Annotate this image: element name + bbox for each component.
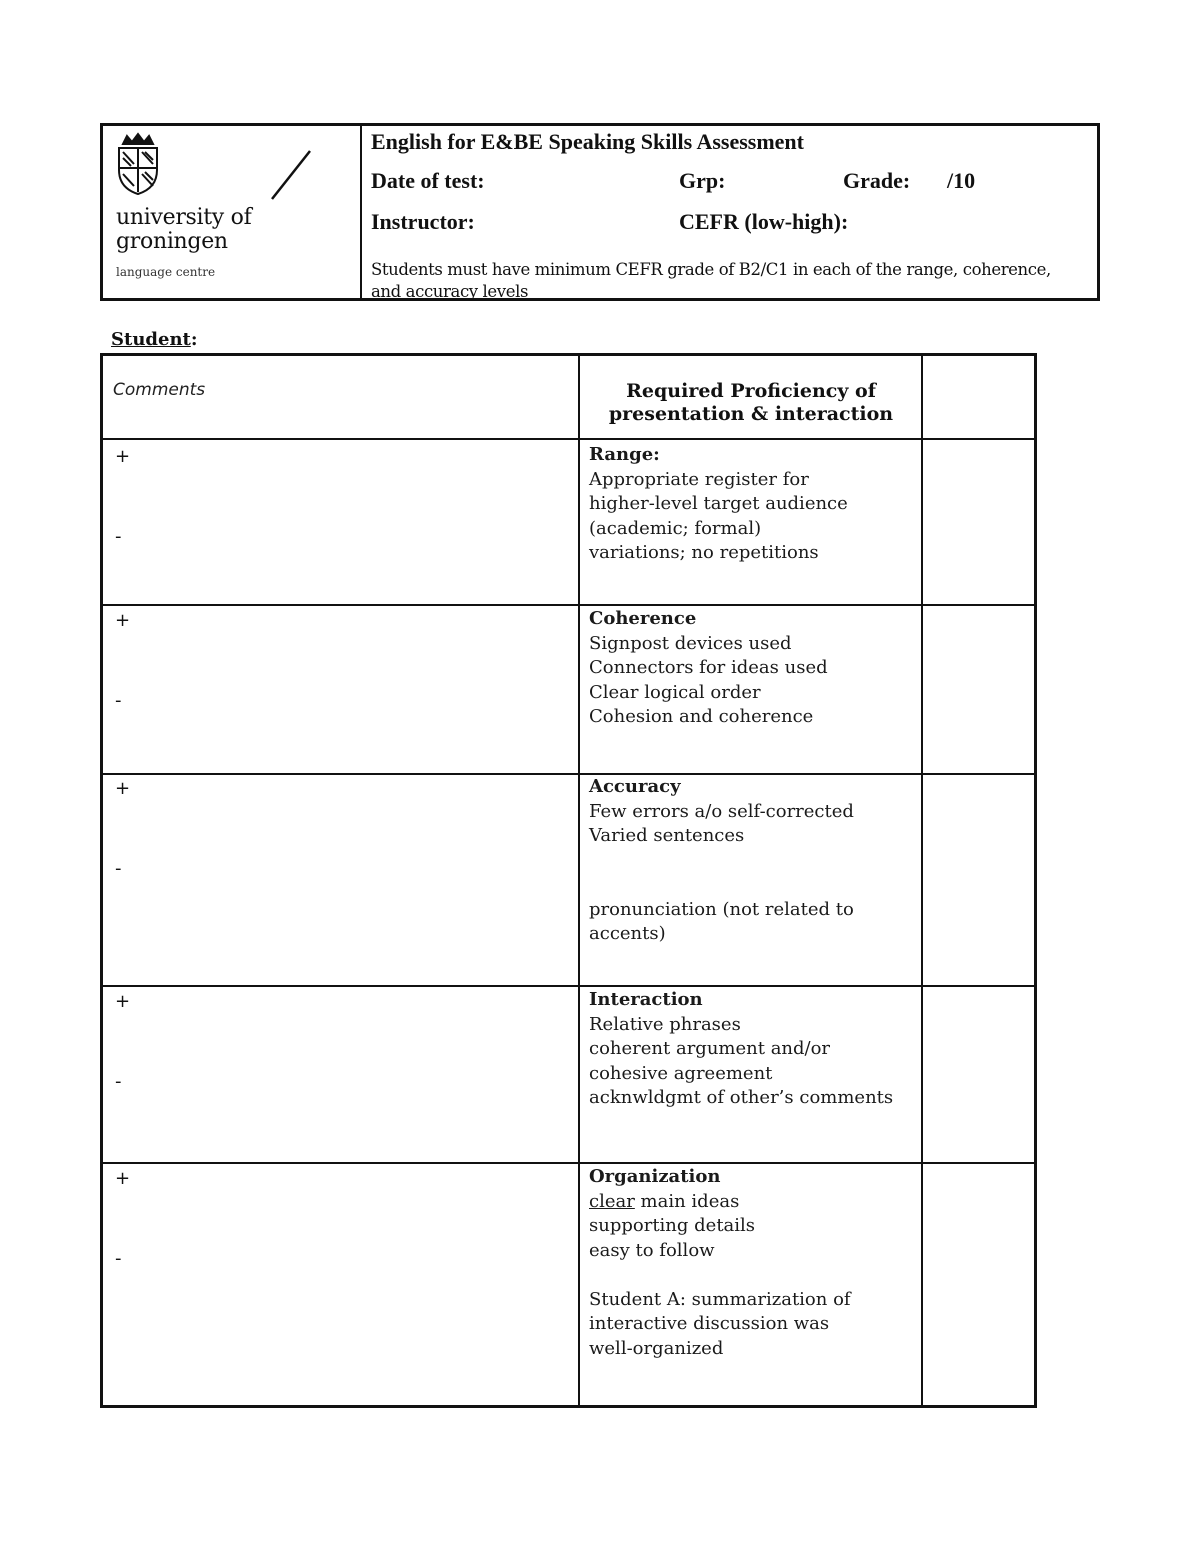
grade-value: /10: [947, 168, 976, 193]
criteria-line: Varied sentences: [589, 825, 745, 846]
rubric-row-line: [103, 1162, 1034, 1164]
spacer: [589, 849, 919, 874]
criteria-line: Student A: summarization of: [589, 1288, 851, 1310]
header-table: [100, 123, 1100, 301]
criteria-line: [589, 1190, 919, 1215]
minus-mark: -: [115, 1248, 122, 1269]
minus-mark: -: [115, 858, 122, 879]
criteria-title: Coherence: [589, 608, 697, 629]
plus-mark: +: [115, 1168, 131, 1189]
criteria-line: Signpost devices used: [589, 632, 792, 654]
criteria-line: higher-level target audience: [589, 493, 848, 514]
criteria-line: Connectors for ideas used: [589, 657, 828, 678]
assessment-title: English for E&BE Speaking Skills Assessment: [371, 129, 804, 154]
criteria-line: accents): [589, 923, 666, 944]
criteria-range: [589, 443, 919, 566]
criteria-line: supporting details: [589, 1215, 756, 1236]
criteria-line: coherent argument and/or: [589, 1038, 831, 1059]
minus-mark: -: [115, 690, 122, 711]
required-header-line1: Required Proficiency of: [626, 380, 876, 402]
university-name-line1: university of: [116, 205, 252, 230]
criteria-line: well-organized: [589, 1337, 724, 1359]
cefr-requirement-note: Students must have minimum CEFR grade of B2/C1 in each of the range, coherence, and accuracy levels: [371, 260, 1051, 301]
rubric-table: [100, 353, 1037, 1408]
criteria-accuracy: [589, 775, 919, 947]
criteria-line: easy to follow: [589, 1239, 715, 1261]
university-crest-icon: [115, 132, 161, 196]
criteria-interaction: [589, 988, 919, 1111]
comments-header: Comments: [113, 380, 206, 400]
criteria-line: Relative phrases: [589, 1013, 741, 1035]
student-label-colon: :: [190, 329, 198, 350]
rubric-row-line: [103, 985, 1034, 987]
criteria-title: Range:: [589, 444, 660, 465]
criteria-line: acknwldgmt of other’s comments: [589, 1087, 894, 1108]
logo-cell: [103, 126, 362, 298]
student-label: [111, 329, 198, 350]
logo-slash-icon: [268, 148, 314, 202]
criteria-line: (academic; formal): [589, 517, 762, 539]
plus-mark: +: [115, 610, 131, 631]
language-centre-label: language centre: [116, 265, 216, 279]
criteria-organization: [589, 1165, 919, 1361]
rubric-row-line: [103, 438, 1034, 440]
required-proficiency-header: [579, 380, 923, 426]
plus-mark: +: [115, 778, 131, 799]
criteria-line: Cohesion and coherence: [589, 706, 814, 727]
group-label: Grp:: [679, 168, 726, 193]
university-name: [116, 206, 251, 254]
rubric-divider-1: [578, 356, 580, 1405]
criteria-title: Accuracy: [589, 776, 681, 797]
minus-mark: -: [115, 526, 122, 547]
header-info-cell: [363, 126, 1097, 301]
plus-mark: +: [115, 991, 131, 1012]
criteria-line: pronunciation (not related to: [589, 898, 854, 920]
criteria-line: interactive discussion was: [589, 1313, 830, 1334]
criteria-line: Few errors a/o self-corrected: [589, 800, 854, 822]
grade-label: Grade:: [843, 168, 911, 193]
minus-mark: -: [115, 1071, 122, 1092]
spacer: [589, 873, 919, 898]
spacer: [589, 1263, 919, 1288]
criteria-line: cohesive agreement: [589, 1062, 773, 1084]
cefr-label: CEFR (low-high):: [679, 209, 849, 234]
university-name-line2: groningen: [116, 229, 228, 254]
criteria-line-rest: main ideas: [634, 1190, 740, 1212]
criteria-line: Clear logical order: [589, 681, 761, 703]
criteria-title: Interaction: [589, 989, 703, 1010]
date-of-test-label: Date of test:: [371, 168, 485, 193]
required-header-line2: presentation & interaction: [608, 403, 894, 425]
student-label-text: Student: [111, 329, 191, 350]
criteria-title: Organization: [589, 1166, 721, 1187]
criteria-coherence: [589, 607, 919, 730]
criteria-line: Appropriate register for: [589, 468, 809, 490]
criteria-line: variations; no repetitions: [589, 542, 819, 563]
underlined-word: clear: [589, 1190, 635, 1212]
instructor-label: Instructor:: [371, 209, 475, 234]
plus-mark: +: [115, 446, 131, 467]
rubric-divider-2: [921, 356, 923, 1405]
rubric-row-line: [103, 604, 1034, 606]
